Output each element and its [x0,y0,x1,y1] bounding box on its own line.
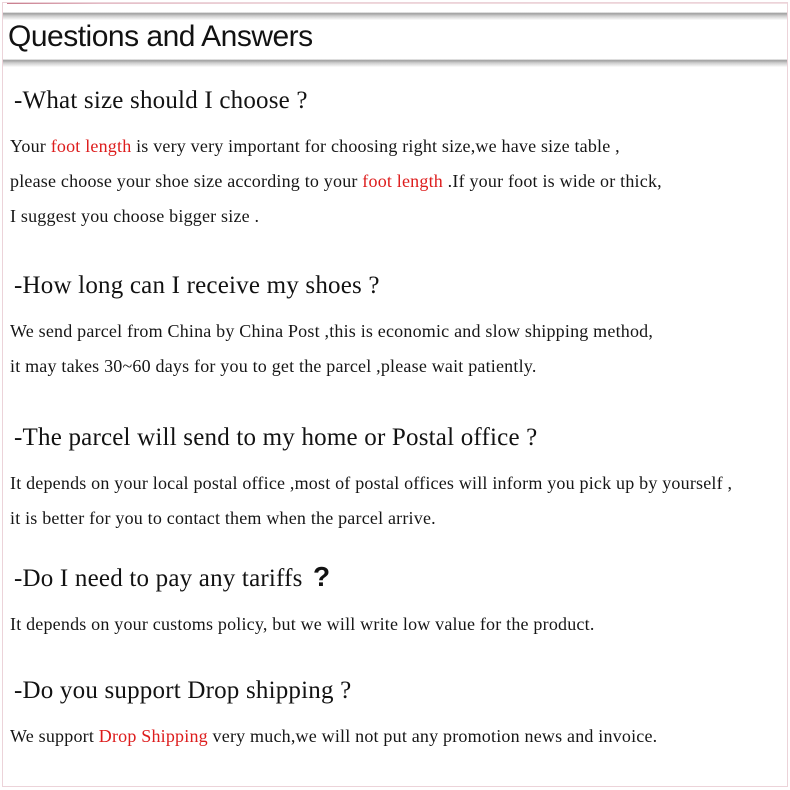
answer-text: It depends on your customs policy, but we will write low value for the product. [10,614,595,634]
top-accent-line [7,2,787,4]
qa-answer-line [10,129,780,164]
qa-question: -The parcel will send to my home or Postal office ? [14,424,538,451]
answer-highlight-red: foot length [50,136,132,156]
qa-section-2 [10,269,780,384]
qa-answer-line [10,314,780,349]
header-rule-bottom [3,59,787,67]
answer-text: .If your foot is wide or thick, [442,171,662,191]
header-rule-top [3,12,787,20]
answer-text: it may takes 30~60 days for you to get the parcel ,please wait patiently. [10,356,537,376]
qa-answer-line [10,466,780,501]
qa-answer-line [10,199,780,234]
qa-section-3 [10,421,780,536]
qa-question: -What size should I choose ? [14,87,308,114]
answer-text: I suggest you choose bigger size . [10,206,260,226]
qa-question: -How long can I receive my shoes ? [14,272,380,299]
qa-section-5 [10,674,780,754]
qa-question: -Do you support Drop shipping ? [14,677,352,704]
answer-text: very much,we will not put any promotion news and invoice. [207,726,658,746]
answer-text: We support [10,726,99,746]
qa-question: -Do I need to pay any tariffs ? [14,561,331,592]
answer-highlight-red: Drop Shipping [98,726,208,746]
qa-answer-line [10,501,780,536]
answer-text: please choose your shoe size according to your [10,171,363,191]
answer-text: Your [10,136,51,156]
answer-text: is very very important for choosing right size,we have size table , [131,136,620,156]
qa-list [10,68,780,754]
answer-text: We send parcel from China by China Post ,this is economic and slow shipping method, [10,321,654,341]
page-title: Questions and Answers [8,20,313,53]
answer-text: It depends on your local postal office ,most of postal offices will inform you pick up by yourself , [10,473,733,493]
qa-answer-line [10,719,780,754]
qa-answer-line [10,607,780,642]
qa-section-1 [10,84,780,234]
qa-answer-line [10,164,780,199]
answer-text: it is better for you to contact them when the parcel arrive. [10,508,436,528]
qa-section-4 [10,560,780,642]
bold-question-mark: ? [313,561,331,592]
answer-highlight-red: foot length [362,171,443,191]
qa-answer-line [10,349,780,384]
